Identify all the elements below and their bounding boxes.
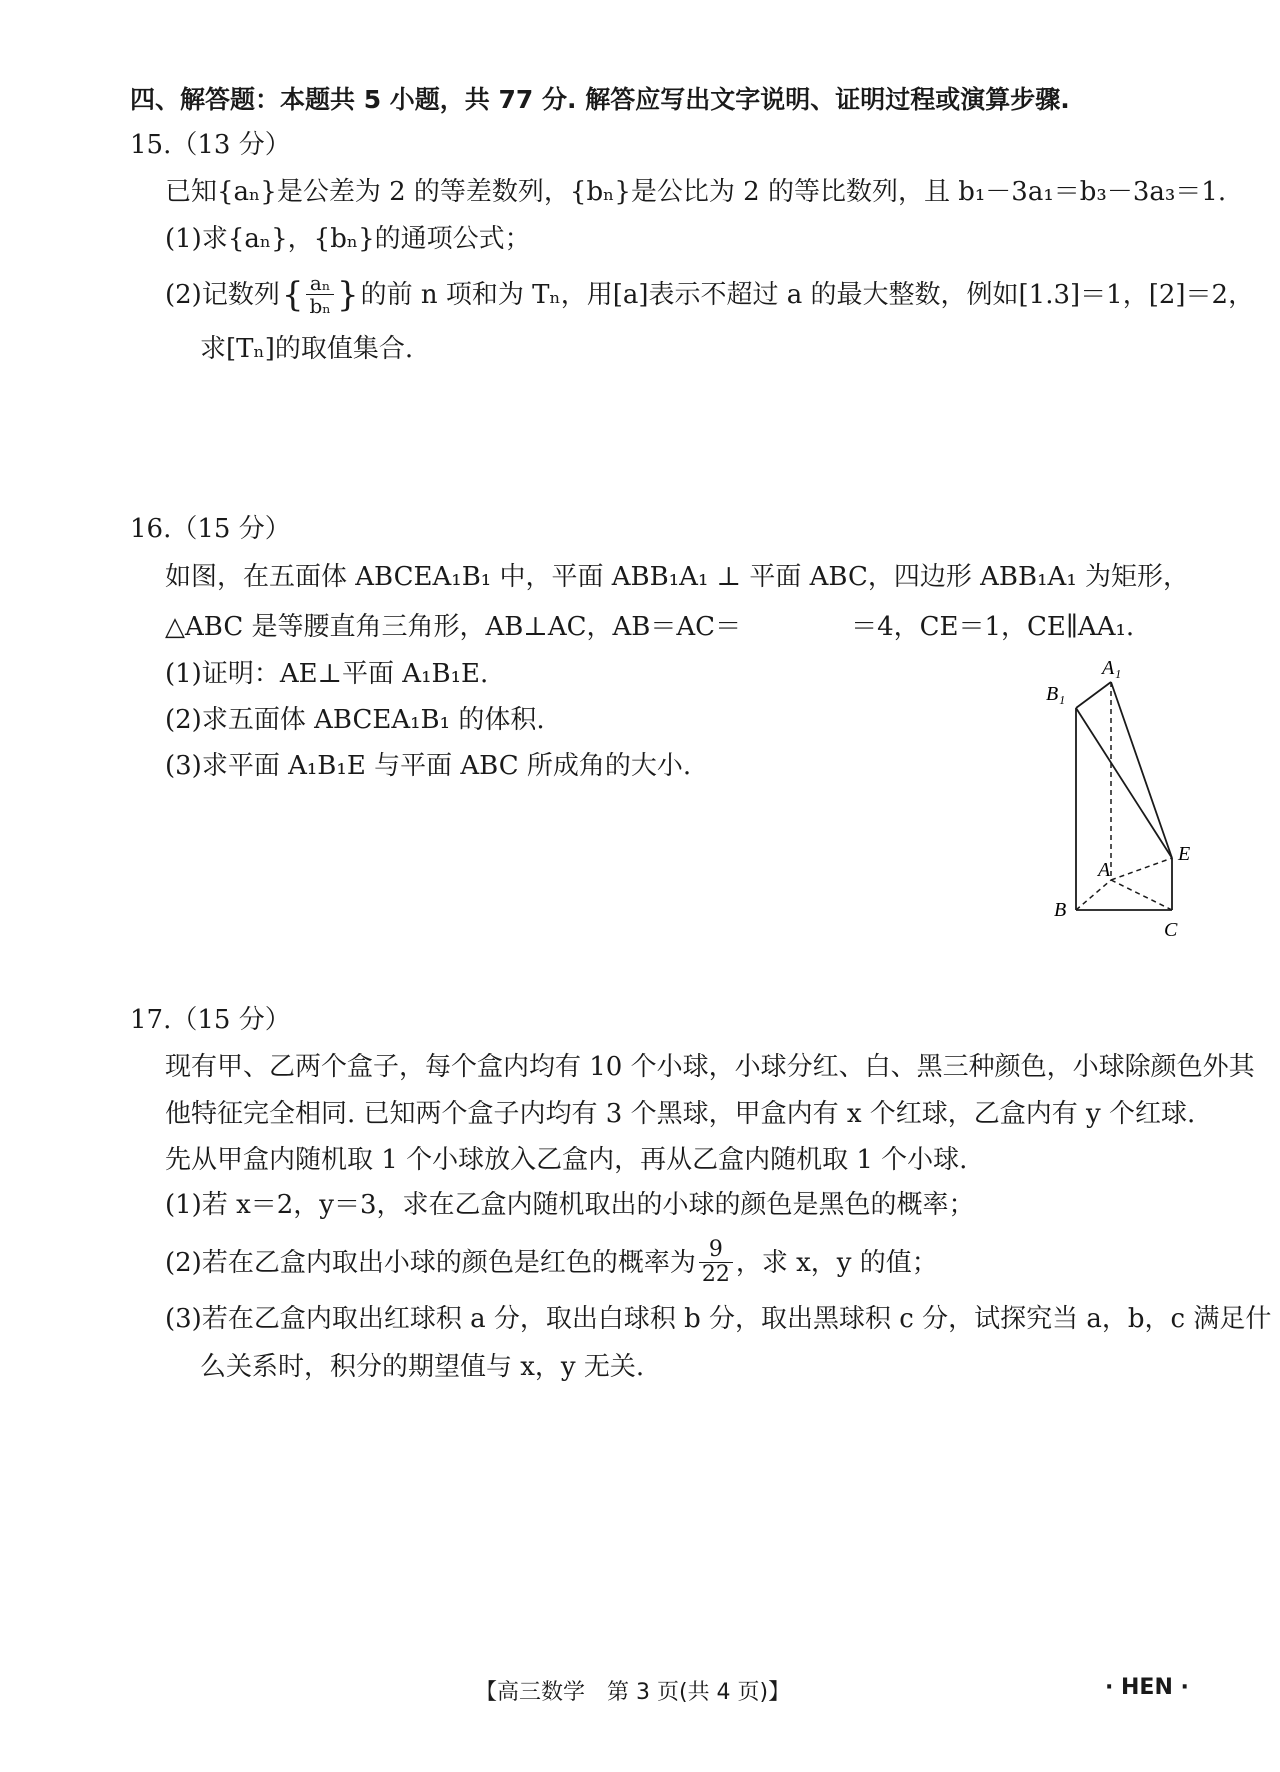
edge-a1-e — [1111, 682, 1172, 858]
edge-b1-a1 — [1076, 682, 1111, 708]
page-footer: 【高三数学 第 3 页(共 4 页)】 — [475, 1680, 791, 1705]
fraction-denominator: 22 — [699, 1262, 733, 1287]
q16-part1: (1)证明：AE⊥平面 A₁B₁E. — [165, 659, 489, 689]
label-b1: B₁ — [1046, 683, 1066, 705]
label-a: A — [1098, 859, 1111, 881]
hidden-edge-a-e — [1111, 858, 1172, 880]
q15-part2-prefix: (2)记数列 — [165, 279, 280, 310]
label-e: E — [1178, 843, 1191, 865]
q17-fraction — [699, 1238, 733, 1287]
hidden-edge-b-a — [1076, 880, 1111, 910]
edge-b1-e — [1076, 708, 1172, 858]
q16-statement-line1: 如图，在五面体 ABCEA₁B₁ 中，平面 ABB₁A₁ ⊥ 平面 ABC，四边形 ABB₁A₁ 为矩形， — [165, 562, 1190, 592]
label-c: C — [1164, 919, 1178, 941]
q15-fraction — [306, 272, 333, 317]
q15-part2-suffix: 的前 n 项和为 Tₙ，用[a]表示不超过 a 的最大整数，例如[1.3]＝1，[2]＝2， — [360, 279, 1255, 310]
right-brace: } — [336, 274, 359, 315]
q17-statement-line3: 先从甲盒内随机取 1 个小球放入乙盒内，再从乙盒内随机取 1 个小球. — [165, 1145, 968, 1175]
footer-code: · HEN · — [1105, 1675, 1189, 1700]
q17-part2-suffix: ，求 x，y 的值； — [735, 1247, 938, 1278]
fraction-numerator: aₙ — [309, 271, 331, 295]
q15-part2 — [165, 272, 1254, 317]
q17-statement-line2: 他特征完全相同. 已知两个盒子内均有 3 个黑球，甲盒内有 x 个红球，乙盒内有 y 个红球. — [165, 1099, 1196, 1129]
section-header: 四、解答题：本题共 5 小题，共 77 分. 解答应写出文字说明、证明过程或演算步骤. — [130, 85, 1070, 114]
fraction-denominator: bₙ — [306, 294, 333, 317]
q17-part2-prefix: (2)若在乙盒内取出小球的颜色是红色的概率为 — [165, 1247, 696, 1278]
q15-part2-line2: 求[Tₙ]的取值集合. — [200, 334, 414, 364]
q17-part3-line2: 么关系时，积分的期望值与 x，y 无关. — [200, 1352, 645, 1382]
pentahedron-figure — [1040, 650, 1240, 950]
q16-number: 16.（15 分） — [130, 514, 291, 544]
q17-part3-line1: (3)若在乙盒内取出红球积 a 分，取出白球积 b 分，取出黑球积 c 分，试探究当 a，b，c 满足什 — [165, 1304, 1272, 1334]
hidden-edge-a-c — [1111, 880, 1172, 910]
q17-part2 — [165, 1238, 938, 1287]
label-b: B — [1054, 899, 1067, 921]
fraction-numerator: 9 — [708, 1237, 723, 1262]
q16-statement-line2 — [165, 610, 1134, 644]
q15-part1: (1)求{aₙ}，{bₙ}的通项公式； — [165, 224, 531, 254]
label-a1: A₁ — [1102, 657, 1122, 679]
left-brace: { — [281, 274, 304, 315]
q15-statement: 已知{aₙ}是公差为 2 的等差数列，{bₙ}是公比为 2 的等比数列，且 b₁－3a₁＝b₃－3a₃＝1. — [165, 177, 1227, 207]
q15-number: 15.（13 分） — [130, 130, 291, 160]
q17-part1: (1)若 x＝2，y＝3，求在乙盒内随机取出的小球的颜色是黑色的概率； — [165, 1190, 975, 1220]
q16-line2-end: ＝4，CE＝1，CE∥AA₁. — [851, 612, 1135, 642]
q17-statement-line1: 现有甲、乙两个盒子，每个盒内均有 10 个小球，小球分红、白、黑三种颜色，小球除颜色外其 — [165, 1052, 1255, 1082]
q16-part2: (2)求五面体 ABCEA₁B₁ 的体积. — [165, 705, 545, 735]
q17-number: 17.（15 分） — [130, 1005, 291, 1035]
q16-line2-start: △ABC 是等腰直角三角形，AB⊥AC，AB＝AC＝ — [165, 612, 742, 642]
q16-part3: (3)求平面 A₁B₁E 与平面 ABC 所成角的大小. — [165, 751, 692, 781]
